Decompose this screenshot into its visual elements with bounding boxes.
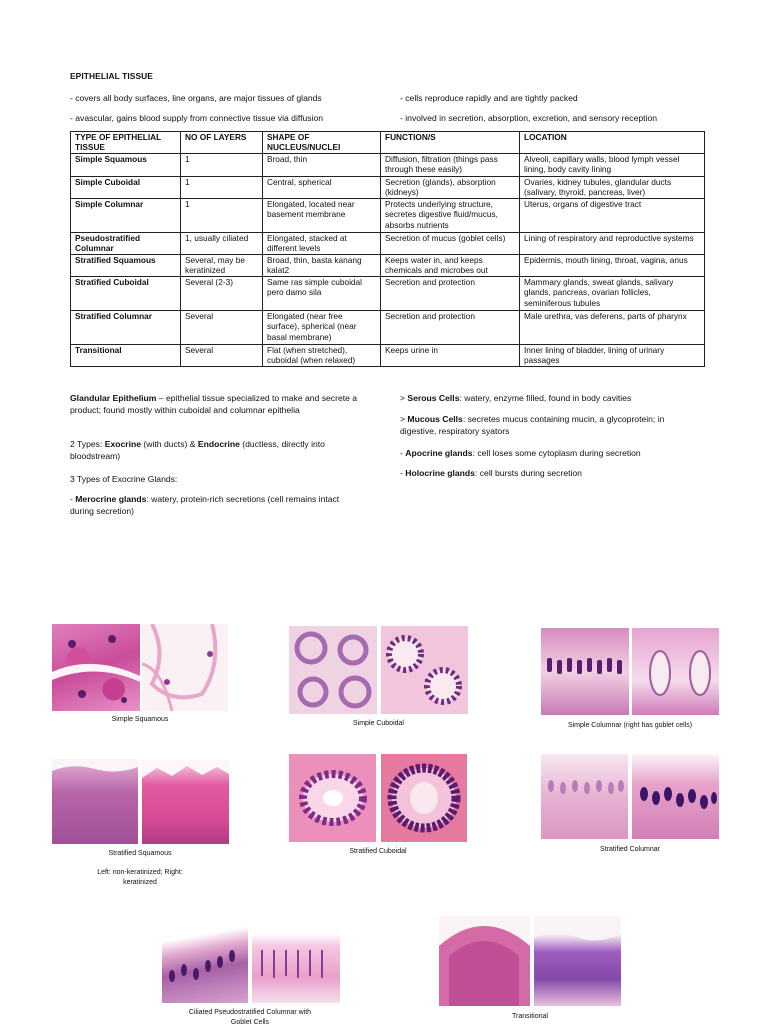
caption-pseudostratified: Ciliated Pseudostratified Columnar with Goblet Cells (188, 1009, 312, 1026)
caption-transitional: Transitional (512, 1013, 548, 1020)
stratified-cuboidal-left-image (289, 754, 376, 842)
cell-layers: Several (2-3) (181, 277, 263, 311)
holocrine-item (400, 467, 700, 479)
cell-type: Pseudostratified Columnar (71, 233, 181, 255)
table-row (71, 255, 705, 277)
table-row (71, 154, 705, 177)
cell-function: Secretion (glands), absorption (kidneys) (381, 177, 520, 199)
table-row (71, 199, 705, 233)
cell-function: Secretion and protection (381, 277, 520, 311)
simple-columnar-left-image (541, 628, 629, 715)
header-function: FUNCTION/S (381, 132, 520, 154)
simple-cuboidal-left-image (289, 626, 377, 714)
glandular-definition-text: – epithelial tissue specialized to make and secrete a product; found mostly within cuboidal and columnar epithelia (70, 393, 358, 415)
cell-function: Secretion of mucus (goblet cells) (381, 233, 520, 255)
table-row (71, 233, 705, 255)
bullet-avascular: - avascular, gains blood supply from connective tissue via diffusion (70, 113, 324, 123)
cell-function: Secretion and protection (381, 311, 520, 345)
cell-type: Simple Cuboidal (71, 177, 181, 199)
cell-shape: Central, spherical (263, 177, 381, 199)
endocrine-term: Endocrine (197, 439, 240, 449)
merocrine-note: : watery, protein-rich secretions (cell remains intact during secretion) (70, 494, 340, 516)
cell-layers: Several (181, 345, 263, 367)
simple-cuboidal-right-image (381, 626, 468, 714)
cell-function: Keeps urine in (381, 345, 520, 367)
exocrine-types-heading: 3 Types of Exocrine Glands: (70, 474, 178, 484)
cell-layers: 1 (181, 199, 263, 233)
stratified-columnar-right-image (632, 754, 719, 839)
cell-location: Lining of respiratory and reproductive systems (520, 233, 705, 255)
cell-location: Epidermis, mouth lining, throat, vagina, anus (520, 255, 705, 277)
caption-stratified-squamous-note: Left: non-keratinized; Right: keratinized (97, 869, 183, 886)
table-row (71, 177, 705, 199)
cell-type: Simple Squamous (71, 154, 181, 177)
holocrine-term: Holocrine glands (405, 468, 475, 478)
apocrine-prefix: - (400, 448, 406, 458)
cell-layers: Several (181, 311, 263, 345)
caption-stratified-cuboidal: Stratified Cuboidal (349, 848, 407, 855)
gland-types (70, 438, 360, 462)
apocrine-note: : cell loses some cytoplasm during secretion (472, 448, 641, 458)
cell-shape: Elongated (near free surface), spherical (near basal membrane) (263, 311, 381, 345)
apocrine-term: Apocrine glands (405, 448, 473, 458)
cell-type: Stratified Squamous (71, 255, 181, 277)
cell-layers: Several, may be keratinized (181, 255, 263, 277)
endocrine-note: (ductless, directly into bloodstream) (70, 439, 325, 461)
merocrine-prefix: - (70, 494, 76, 504)
caption-simple-squamous: Simple Squamous (111, 716, 169, 723)
caption-simple-cuboidal: Simple Cuboidal (353, 720, 404, 727)
mucous-item (400, 413, 700, 437)
header-type: TYPE OF EPITHELIAL TISSUE (71, 132, 181, 154)
gland-types-prefix: 2 Types: (70, 439, 105, 449)
cell-function: Keeps water in, and keeps chemicals and microbes out (381, 255, 520, 277)
cell-shape: Broad, thin (263, 154, 381, 177)
merocrine-item (70, 493, 360, 517)
cell-shape: Broad, thin, basta kanang kalat2 (263, 255, 381, 277)
exocrine-note: (with ducts) & (141, 439, 198, 449)
cell-shape: Elongated, located near basement membrane (263, 199, 381, 233)
transitional-right-image (534, 916, 621, 1006)
serous-prefix: > (400, 393, 408, 403)
stratified-cuboidal-right-image (381, 754, 467, 842)
cell-location: Mammary glands, sweat glands, salivary glands, pancreas, ovarian follicles, seminiferous tubules (520, 277, 705, 311)
header-layers: NO OF LAYERS (181, 132, 263, 154)
stratified-squamous-right-image (142, 760, 229, 844)
apocrine-item (400, 447, 700, 459)
cell-type: Stratified Cuboidal (71, 277, 181, 311)
caption-stratified-squamous: Stratified Squamous (108, 850, 172, 857)
cell-layers: 1, usually ciliated (181, 233, 263, 255)
cell-shape: Elongated, stacked at different levels (263, 233, 381, 255)
pseudostratified-right-image (252, 916, 340, 1003)
transitional-left-image (439, 916, 530, 1006)
bullet-reproduce: - cells reproduce rapidly and are tightly packed (400, 93, 578, 103)
cell-type: Transitional (71, 345, 181, 367)
serous-note: : watery, enzyme filled, found in body cavities (459, 393, 632, 403)
cell-type: Simple Columnar (71, 199, 181, 233)
header-shape: SHAPE OF NUCLEUS/NUCLEI (263, 132, 381, 154)
table-header-row (71, 132, 705, 154)
stratified-squamous-left-image (52, 759, 138, 844)
caption-stratified-columnar: Stratified Columnar (600, 846, 660, 853)
merocrine-term: Merocrine glands (75, 494, 147, 504)
cell-layers: 1 (181, 154, 263, 177)
table-row (71, 311, 705, 345)
page-title: EPITHELIAL TISSUE (70, 71, 153, 81)
serous-item (400, 392, 700, 404)
holocrine-prefix: - (400, 468, 406, 478)
cell-function: Protects underlying structure, secretes digestive fluid/mucus, absorbs nutrients (381, 199, 520, 233)
cell-shape: Flat (when stretched), cuboidal (when relaxed) (263, 345, 381, 367)
cell-function: Diffusion, filtration (things pass through these easily) (381, 154, 520, 177)
stratified-columnar-left-image (541, 754, 628, 839)
simple-squamous-left-image (52, 624, 140, 711)
cell-layers: 1 (181, 177, 263, 199)
cell-location: Alveoli, capillary walls, blood lymph vessel lining, body cavity lining (520, 154, 705, 177)
epithelial-tissue-table (70, 131, 705, 367)
bullet-cover: - covers all body surfaces, line organs, are major tissues of glands (70, 93, 322, 103)
holocrine-note: : cell bursts during secretion (474, 468, 582, 478)
caption-simple-columnar: Simple Columnar (right has goblet cells) (567, 722, 693, 729)
exocrine-term: Exocrine (104, 439, 142, 449)
header-location: LOCATION (520, 132, 705, 154)
cell-location: Uterus, organs of digestive tract (520, 199, 705, 233)
glandular-term: Glandular Epithelium (70, 393, 157, 403)
glandular-definition (70, 392, 360, 416)
serous-term: Serous Cells (407, 393, 460, 403)
mucous-note: : secretes mucus containing mucin, a glycoprotein; in digestive, respiratory syators (400, 414, 665, 436)
mucous-prefix: > (400, 414, 408, 424)
cell-shape: Same ras simple cuboidal pero damo sila (263, 277, 381, 311)
bullet-involved: - involved in secretion, absorption, excretion, and sensory reception (400, 113, 657, 123)
cell-location: Male urethra, vas deferens, parts of pharynx (520, 311, 705, 345)
table-row (71, 345, 705, 367)
simple-squamous-right-image (142, 624, 228, 711)
mucous-term: Mucous Cells (407, 414, 463, 424)
simple-columnar-right-image (632, 628, 719, 715)
pseudostratified-left-image (162, 916, 248, 1003)
table-row (71, 277, 705, 311)
cell-location: Ovaries, kidney tubules, glandular ducts (salivary, thyroid, pancreas, liver) (520, 177, 705, 199)
cell-location: Inner lining of bladder, lining of urinary passages (520, 345, 705, 367)
cell-type: Stratified Columnar (71, 311, 181, 345)
